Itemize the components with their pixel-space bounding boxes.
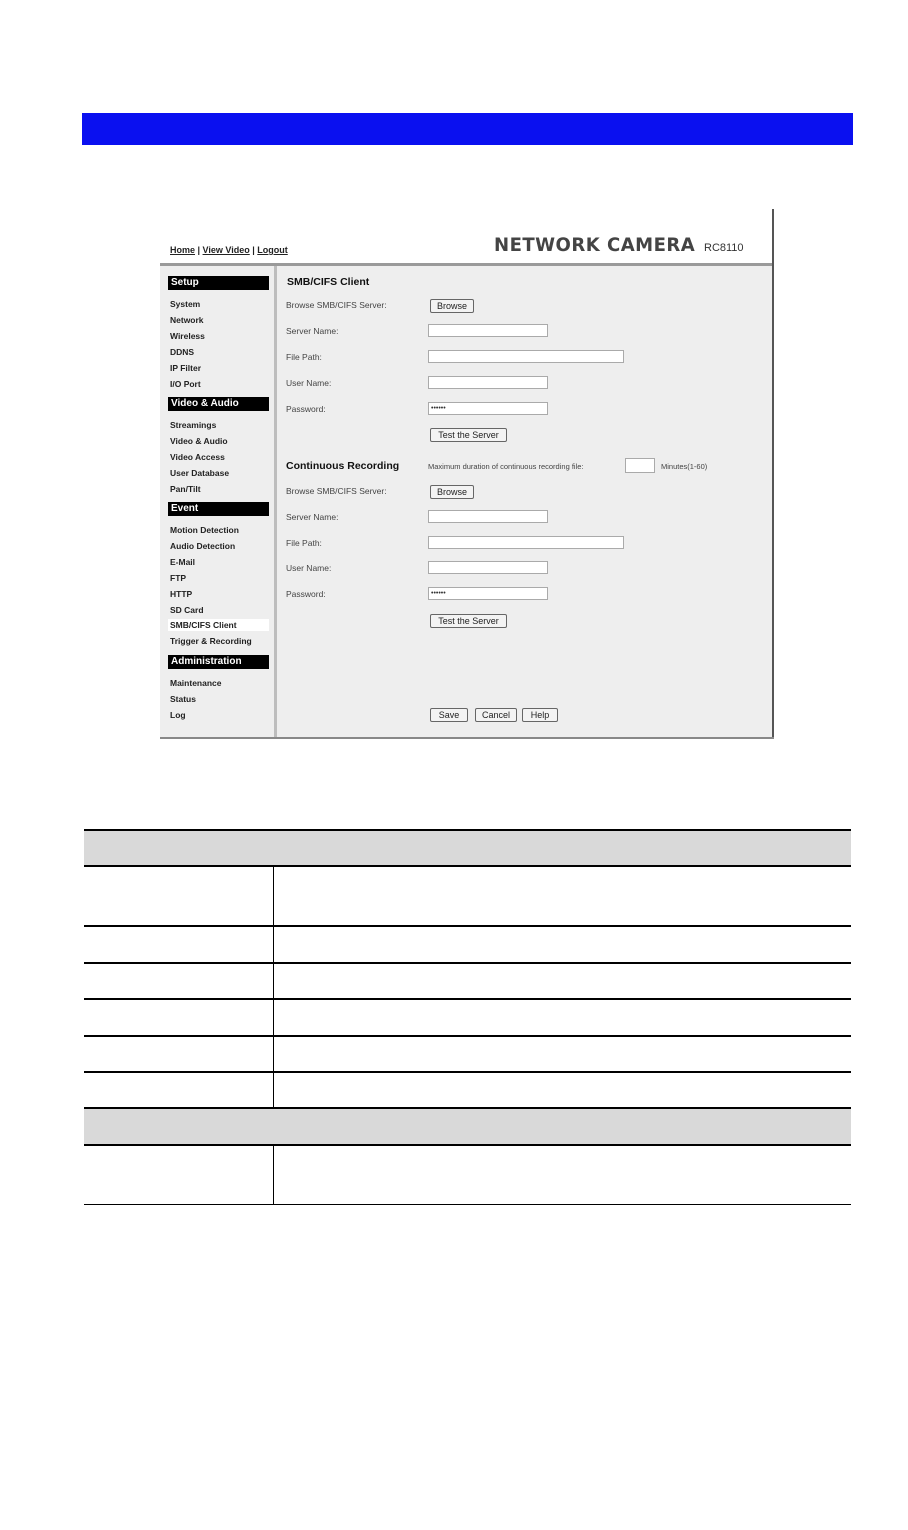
cr-file-path-label: File Path: [286, 538, 322, 548]
cr-server-name-label: Server Name: [286, 512, 339, 522]
table-rule [84, 865, 851, 867]
test-server-button[interactable]: Test the Server [430, 428, 507, 442]
table-column-divider [273, 1145, 274, 1205]
cr-server-name-input[interactable] [428, 510, 548, 523]
table-rule [84, 962, 851, 964]
sidebar [160, 266, 277, 737]
logout-link[interactable]: Logout [257, 245, 288, 255]
sidebar-item-email[interactable]: E-Mail [170, 557, 196, 567]
sidebar-item-streamings[interactable]: Streamings [170, 420, 217, 430]
settings-panel [277, 266, 772, 737]
cancel-button[interactable]: Cancel [475, 708, 517, 722]
table-section-header [84, 829, 851, 866]
minutes-hint: Minutes(1-60) [661, 462, 708, 471]
server-name-label: Server Name: [286, 326, 339, 336]
sidebar-item-pan-tilt[interactable]: Pan/Tilt [170, 484, 201, 494]
sidebar-item-user-database[interactable]: User Database [170, 468, 230, 478]
screenshot-right-border [772, 209, 774, 739]
sidebar-item-wireless[interactable]: Wireless [170, 331, 205, 341]
cr-user-name-label: User Name: [286, 563, 332, 573]
password-input[interactable]: •••••• [428, 402, 548, 415]
cr-file-path-input[interactable] [428, 536, 624, 549]
cr-test-server-button[interactable]: Test the Server [430, 614, 507, 628]
continuous-recording-title: Continuous Recording [286, 460, 400, 472]
table-column-divider [273, 866, 274, 1108]
sidebar-item-ddns[interactable]: DDNS [170, 347, 195, 357]
browse-button[interactable]: Browse [430, 299, 474, 313]
cr-user-name-input[interactable] [428, 561, 548, 574]
table-rule [84, 829, 851, 831]
sidebar-item-log[interactable]: Log [170, 710, 186, 720]
nav-separator: | [249, 245, 258, 255]
cr-password-label: Password: [286, 589, 326, 599]
sidebar-item-sd-card[interactable]: SD Card [170, 605, 204, 615]
max-duration-input[interactable] [625, 458, 655, 473]
view-video-link[interactable]: View Video [202, 245, 250, 255]
sidebar-item-io-port[interactable]: I/O Port [170, 379, 201, 389]
table-rule [84, 1204, 851, 1205]
camera-setup-screenshot [160, 209, 774, 739]
smb-client-title: SMB/CIFS Client [287, 276, 370, 288]
table-section-header [84, 1108, 851, 1145]
sidebar-item-motion-detection[interactable]: Motion Detection [170, 525, 239, 535]
table-rule [84, 1035, 851, 1037]
cr-browse-server-label: Browse SMB/CIFS Server: [286, 486, 387, 496]
model-name: RC8110 [704, 242, 744, 254]
cr-password-input[interactable]: •••••• [428, 587, 548, 600]
browse-server-label: Browse SMB/CIFS Server: [286, 300, 387, 310]
file-path-label: File Path: [286, 352, 322, 362]
sidebar-item-status[interactable]: Status [170, 694, 196, 704]
nav-separator: | [195, 245, 203, 255]
sidebar-item-ftp[interactable]: FTP [170, 573, 187, 583]
brand-logo: NETWORK CAMERA [494, 234, 696, 256]
screenshot-bottom-border [160, 737, 774, 739]
server-name-input[interactable] [428, 324, 548, 337]
camera-header [160, 209, 772, 266]
table-rule [84, 1144, 851, 1146]
sidebar-item-video-audio[interactable]: Video & Audio [170, 436, 228, 446]
max-duration-label: Maximum duration of continuous recording file: [428, 462, 584, 471]
user-name-input[interactable] [428, 376, 548, 389]
sidebar-item-video-access[interactable]: Video Access [170, 452, 225, 462]
sidebar-item-trigger-recording[interactable]: Trigger & Recording [170, 636, 252, 646]
password-label: Password: [286, 404, 326, 414]
user-name-label: User Name: [286, 378, 332, 388]
table-rule [84, 1071, 851, 1073]
cr-browse-button[interactable]: Browse [430, 485, 474, 499]
sidebar-item-smb-cifs-client[interactable]: SMB/CIFS Client [168, 619, 269, 631]
section-title-bar [82, 113, 853, 145]
sidebar-section-event: Event [168, 502, 269, 516]
file-path-input[interactable] [428, 350, 624, 363]
sidebar-item-network[interactable]: Network [170, 315, 204, 325]
sidebar-item-ip-filter[interactable]: IP Filter [170, 363, 202, 373]
sidebar-section-administration: Administration [168, 655, 269, 669]
help-button[interactable]: Help [522, 708, 558, 722]
table-rule [84, 925, 851, 927]
sidebar-item-audio-detection[interactable]: Audio Detection [170, 541, 236, 551]
header-nav [170, 245, 288, 255]
home-link[interactable]: Home [170, 245, 196, 255]
table-rule [84, 1107, 851, 1109]
sidebar-item-http[interactable]: HTTP [170, 589, 193, 599]
sidebar-item-system[interactable]: System [170, 299, 201, 309]
sidebar-item-maintenance[interactable]: Maintenance [170, 678, 222, 688]
save-button[interactable]: Save [430, 708, 468, 722]
sidebar-section-video-audio: Video & Audio [168, 397, 269, 411]
sidebar-section-setup: Setup [168, 276, 269, 290]
table-rule [84, 998, 851, 1000]
